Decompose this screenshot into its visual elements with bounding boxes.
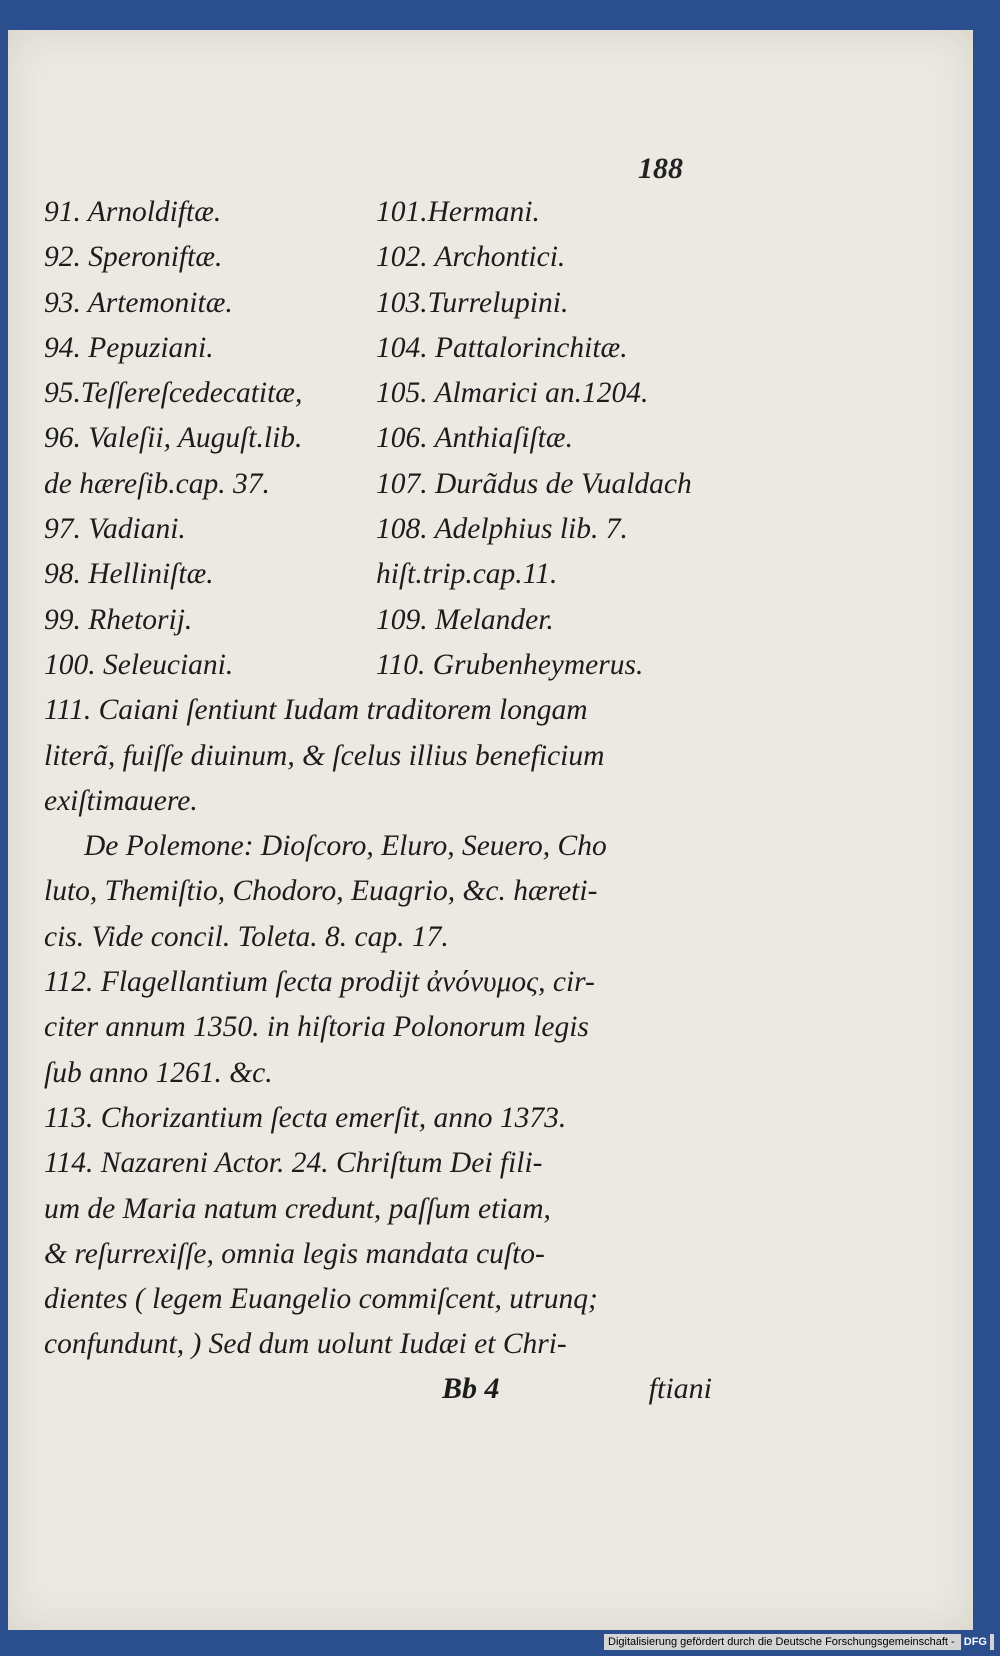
entry-right: 110. Grubenheymerus. <box>376 648 644 681</box>
book-page <box>8 30 973 1630</box>
entry-row <box>44 462 712 507</box>
page-number: 188 <box>638 152 683 185</box>
body-line: 113. Chorizantium ſecta emerſit, anno 1373. <box>44 1101 567 1134</box>
entry-right: 104. Pattalorinchitæ. <box>376 331 628 364</box>
signature-mark: Bb 4 <box>442 1372 500 1405</box>
entry-left: de hæreſib.cap. 37. <box>44 467 270 500</box>
body-line: 111. Caiani ſentiunt Iudam traditorem longam <box>44 694 588 727</box>
body-line: cis. Vide concil. Toleta. 8. cap. 17. <box>44 920 449 953</box>
entry-right: 107. Durãdus de Vualdach <box>376 467 692 500</box>
entry-left: 91. Arnoldiftæ. <box>44 196 222 228</box>
entry-row <box>44 598 712 643</box>
entry-row <box>44 507 712 552</box>
page-text <box>44 190 712 1368</box>
body-line: luto, Themiſtio, Chodoro, Euagrio, &c. hæreti- <box>44 875 598 908</box>
entry-row <box>44 326 712 371</box>
entry-left: 94. Pepuziani. <box>44 331 214 364</box>
digitization-credit <box>604 1634 994 1650</box>
entry-right: 103.Turrelupini. <box>376 286 569 319</box>
body-line: dientes ( legem Euangelio commiſcent, utrunq; <box>44 1283 598 1316</box>
entry-left: 100. Seleuciani. <box>44 648 234 681</box>
catchword: ftiani <box>648 1372 712 1405</box>
body-line: 114. Nazareni Actor. 24. Chriſtum Dei fili- <box>44 1147 543 1180</box>
page-footer <box>44 1372 712 1412</box>
entry-left: 96. Valeſii, Auguſt.lib. <box>44 422 303 455</box>
body-line: literã, fuiſſe diuinum, & ſcelus illius beneficium <box>44 739 605 772</box>
entry-row <box>44 552 712 597</box>
body-line: confundunt, ) Sed dum uolunt Iudæi et Chri- <box>44 1328 567 1361</box>
entry-row <box>44 281 712 326</box>
credit-text: Digitalisierung gefördert durch die Deutsche Forschungsgemeinschaft - <box>608 1636 955 1648</box>
body-line: De Polemone: Dioſcoro, Eluro, Seuero, Cho <box>84 830 607 863</box>
entry-right: 101.Hermani. <box>376 196 540 228</box>
entry-left: 99. Rhetorij. <box>44 603 193 636</box>
entry-row <box>44 371 712 416</box>
entry-row <box>44 643 712 688</box>
entry-left: 93. Artemonitæ. <box>44 286 233 319</box>
body-line: & reſurrexiſſe, omnia legis mandata cuſto- <box>44 1237 545 1270</box>
entry-left: 92. Speroniftæ. <box>44 241 223 274</box>
entry-left: 95.Teſſereſcedecatitæ, <box>44 377 303 410</box>
entry-right: 105. Almarici an.1204. <box>376 377 649 410</box>
body-line: citer annum 1350. in hiſtoria Polonorum legis <box>44 1011 589 1044</box>
entry-row <box>44 190 712 235</box>
body-line: exiſtimauere. <box>44 784 198 817</box>
entry-row <box>44 235 712 280</box>
entry-right: 109. Melander. <box>376 603 554 636</box>
entry-right: 106. Anthiaſiſtæ. <box>376 422 573 455</box>
entry-left: 97. Vadiani. <box>44 513 186 546</box>
dfg-logo: DFG <box>961 1634 990 1650</box>
entry-left: 98. Helliniſtæ. <box>44 558 214 591</box>
entry-row <box>44 416 712 461</box>
entry-right: 102. Archontici. <box>376 241 566 274</box>
body-line: um de Maria natum credunt, paſſum etiam, <box>44 1192 551 1225</box>
body-line: 112. Flagellantium ſecta prodijt ἀνόνυμος, cir- <box>44 966 595 999</box>
body-line: ſub anno 1261. &c. <box>44 1056 273 1089</box>
entry-right: 108. Adelphius lib. 7. <box>376 513 628 546</box>
entry-right: hiſt.trip.cap.11. <box>376 558 558 591</box>
